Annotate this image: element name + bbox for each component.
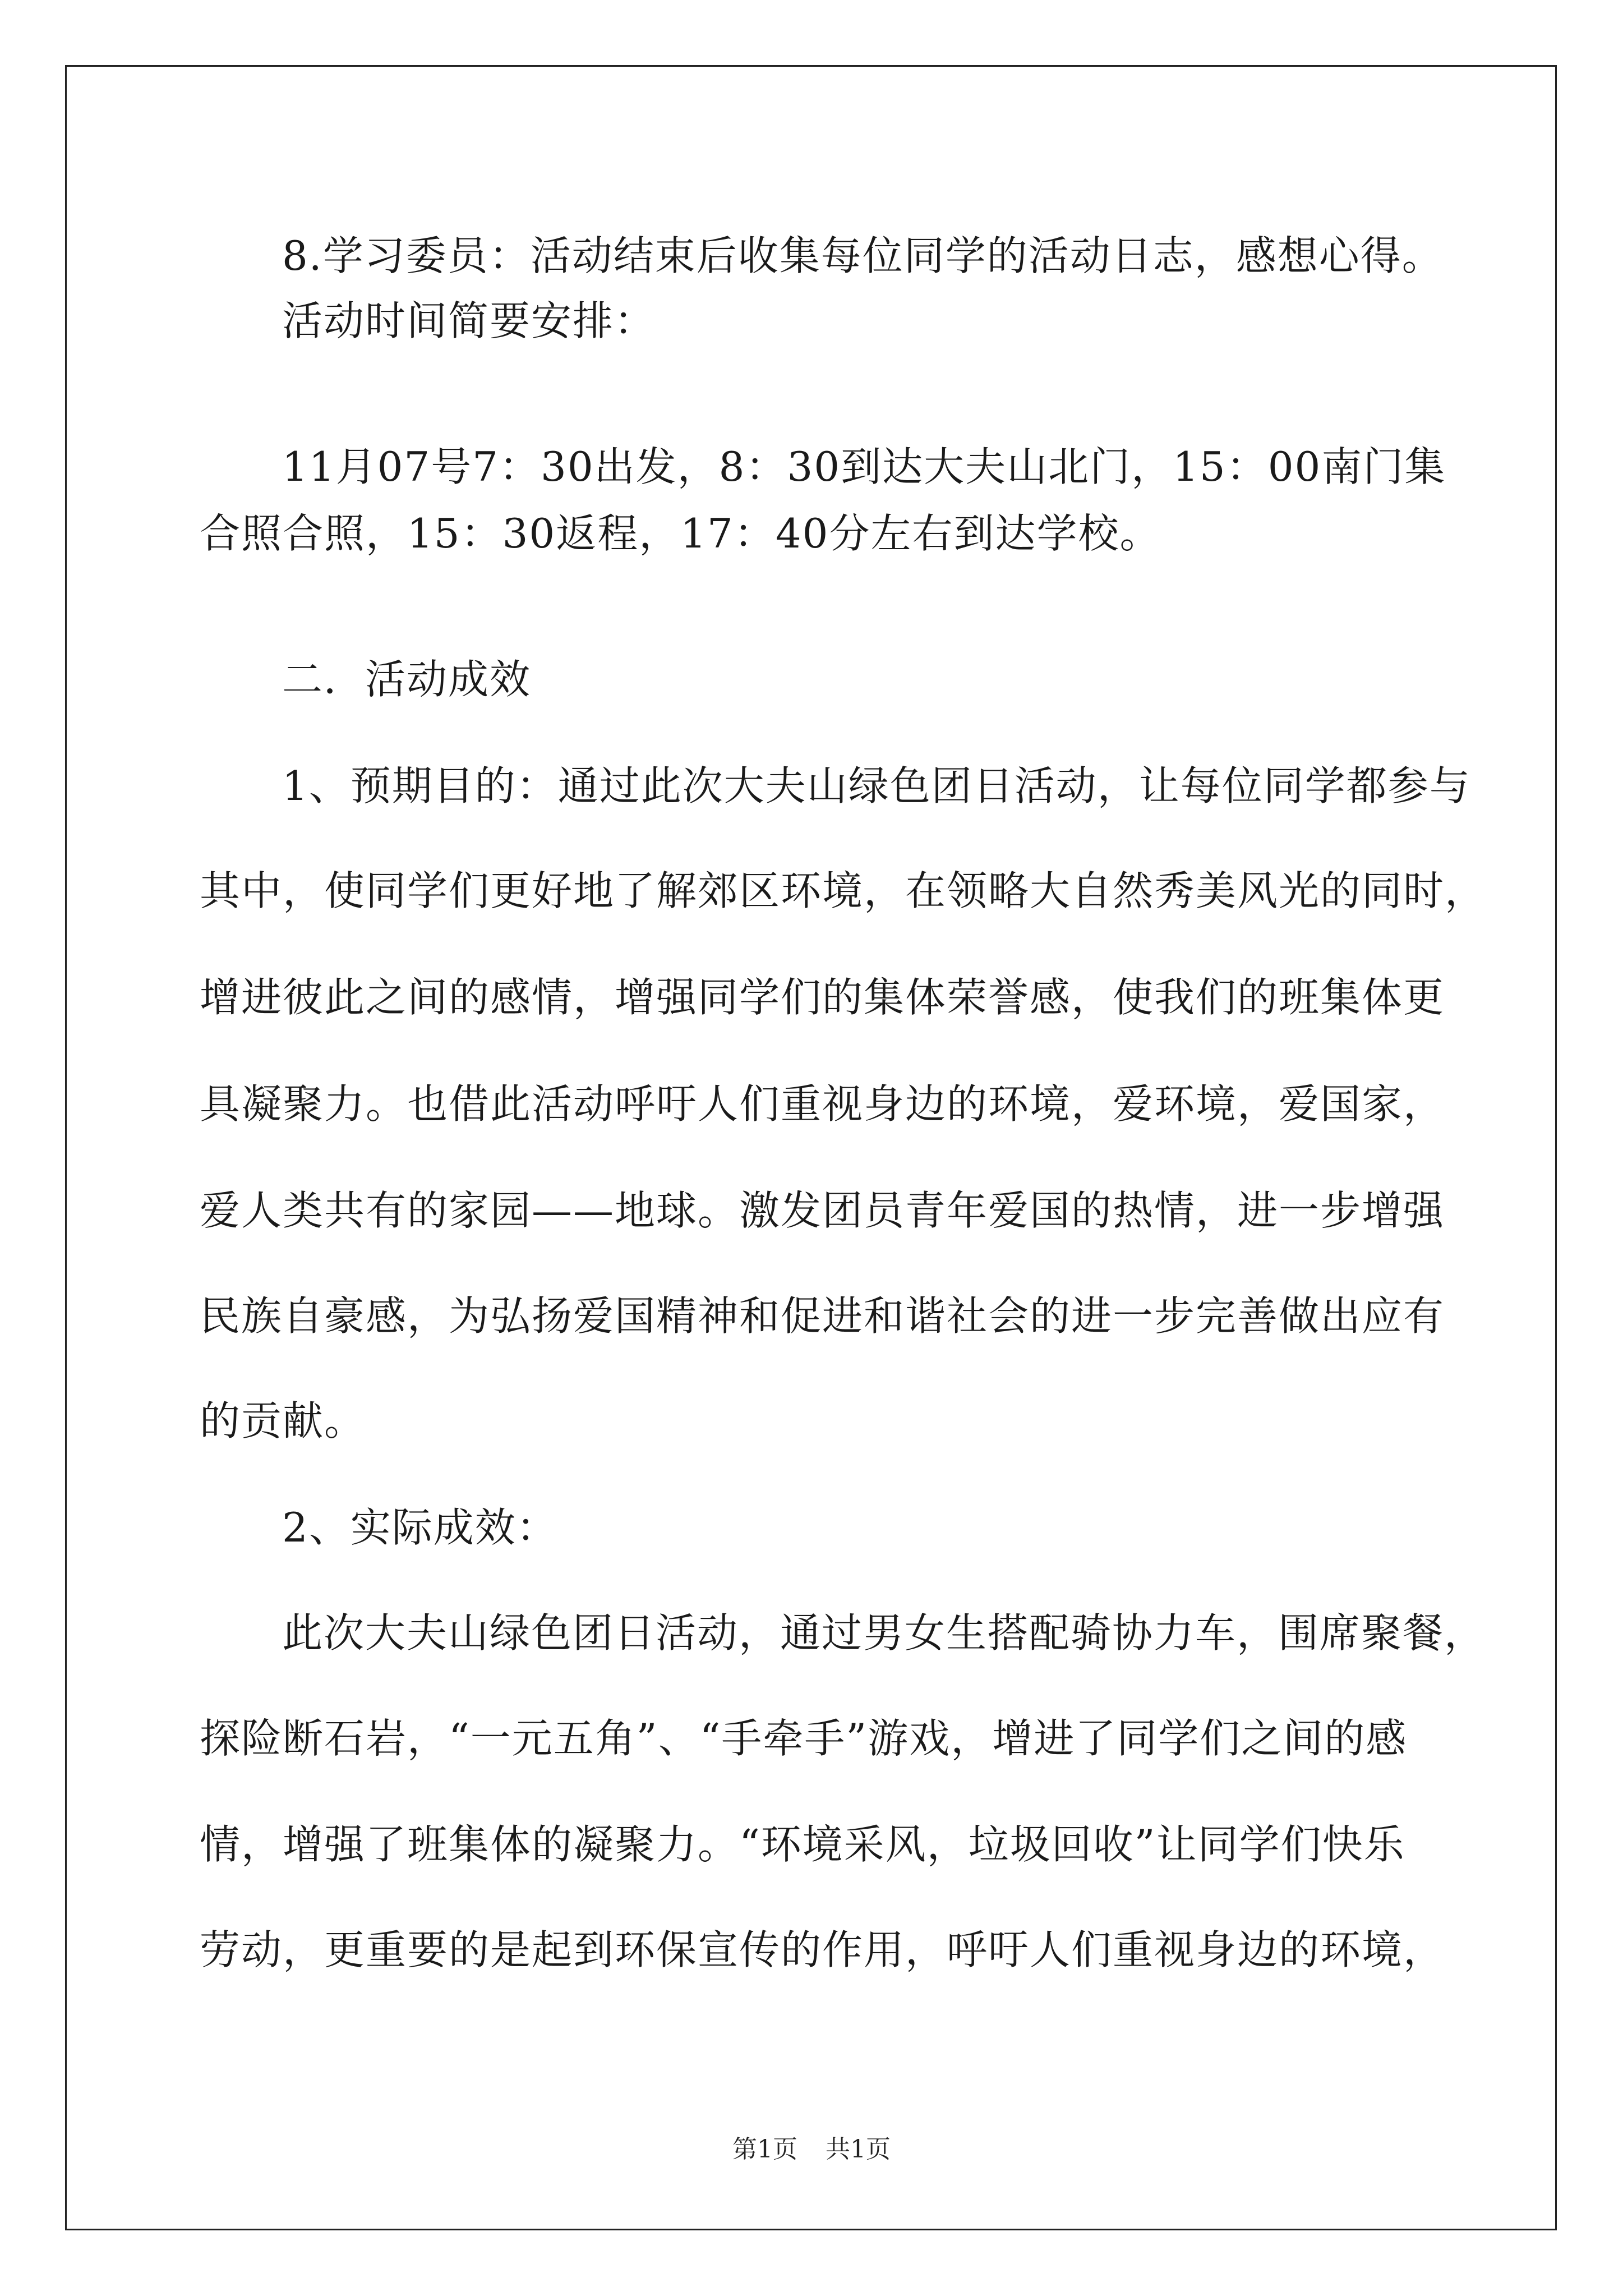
- section-heading: 二．活动成效: [282, 656, 532, 703]
- text-line: 劳动，更重要的是起到环保宣传的作用，呼吁人们重视身边的环境，: [200, 1926, 1445, 1973]
- page-footer: [0, 2137, 1623, 2162]
- text-line: 增进彼此之间的感情，增强同学们的集体荣誉感，使我们的班集体更: [200, 974, 1445, 1021]
- text-line: 具凝聚力。也借此活动呼吁人们重视身边的环境，爱环境，爱国家，: [200, 1080, 1445, 1128]
- text-line: 爱人类共有的家园——地球。激发团员青年爱国的热情，进一步增强: [200, 1187, 1445, 1234]
- page-total: 共1页: [826, 2135, 891, 2164]
- text-line: 11月07号7：30出发，8：30到达大夫山北门，15：00南门集: [282, 443, 1446, 490]
- text-line: 其中，使同学们更好地了解郊区环境，在领略大自然秀美风光的同时，: [200, 867, 1487, 914]
- text-line: 探险断石岩，“一元五角”、“手牵手”游戏，增进了同学们之间的感: [200, 1715, 1408, 1762]
- text-line: 8.学习委员：活动结束后收集每位同学的活动日志，感想心得。: [282, 232, 1444, 279]
- text-line: 此次大夫山绿色团日活动，通过男女生搭配骑协力车，围席聚餐，: [282, 1609, 1486, 1657]
- text-line: 1、预期目的：通过此次大夫山绿色团日活动，让每位同学都参与: [282, 762, 1471, 809]
- page-border: [65, 65, 1557, 2230]
- text-line: 民族自豪感，为弘扬爱国精神和促进和谐社会的进一步完善做出应有: [200, 1292, 1445, 1340]
- text-line: 2、实际成效：: [282, 1504, 558, 1551]
- text-line: 情，增强了班集体的凝聚力。“环境采风，垃圾回收”让同学们快乐: [200, 1821, 1405, 1868]
- text-line: 的贡献。: [200, 1397, 366, 1444]
- text-line: 合照合照，15：30返程，17：40分左右到达学校。: [200, 510, 1161, 557]
- text-line: 活动时间简要安排：: [282, 297, 656, 344]
- page-number: 第1页: [732, 2135, 797, 2164]
